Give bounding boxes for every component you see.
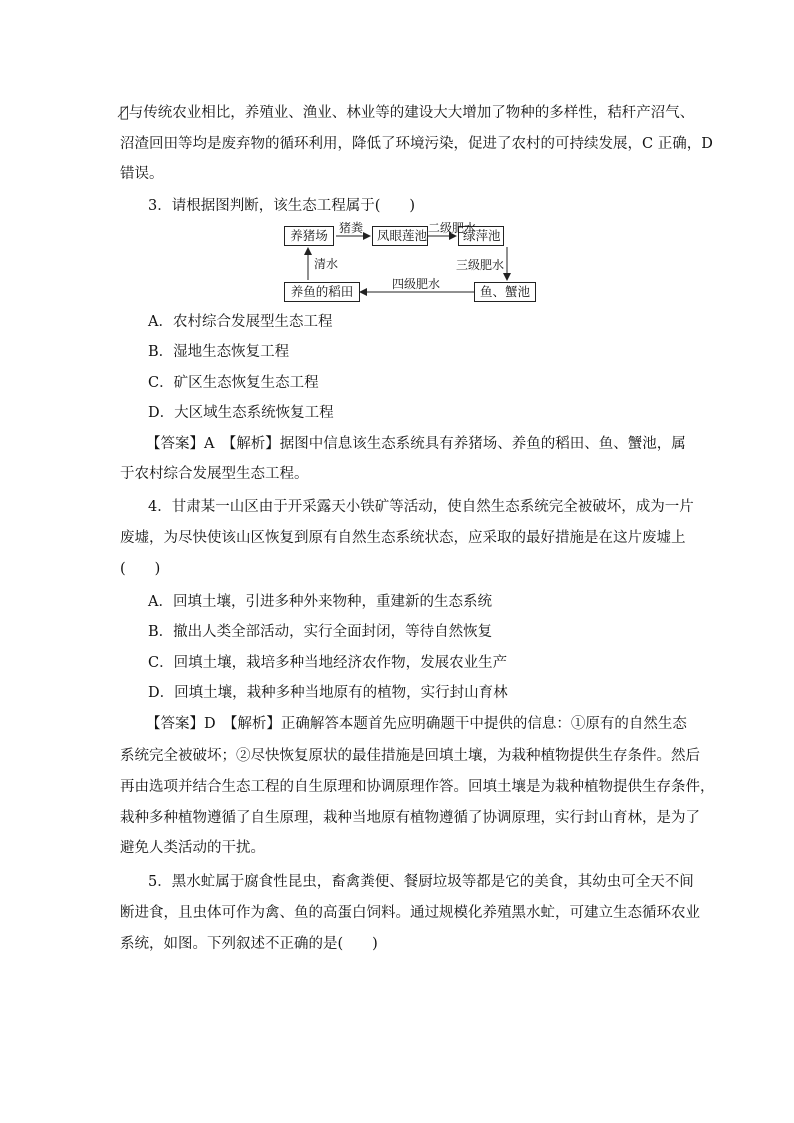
- label-clear-water: 清水: [314, 257, 339, 271]
- question-4-option-a: A．回填土壤，引进多种外来物种，重建新的生态系统: [148, 594, 492, 610]
- question-4-answer: 避免人类活动的干扰。: [120, 840, 265, 856]
- question-3-option-b: B．湿地生态恢复工程: [148, 344, 290, 360]
- question-3-stem: 3．请根据图判断，该生态工程属于( ): [148, 198, 416, 214]
- question-3-answer: 于农村综合发展型生态工程。: [120, 466, 309, 482]
- question-4-stem: ( ): [120, 561, 161, 577]
- question-3-answer: 【答案】A 【解析】据图中信息该生态系统具有养猪场、养鱼的稻田、鱼、蟹池，属: [146, 436, 686, 452]
- question-4-answer: 系统完全被破坏；②尽快恢复原状的最佳措施是回填土壤，为栽种植物提供生存条件。然后: [120, 748, 700, 764]
- body-text-line: 确̸与传统农业相比，养殖业、渔业、林业等的建设大大增加了物种的多样性，秸秆产沼气、: [120, 105, 695, 121]
- question-4-stem: 4．甘肃某一山区由于开采露天小铁矿等活动，使自然生态系统完全被破坏，成为一片: [148, 499, 694, 515]
- question-5-stem: 断进食，且虫体可作为禽、鱼的高蛋白饲料。通过规模化养殖黑水虻，可建立生态循环农业: [120, 905, 700, 921]
- question-4-answer: 栽种多种植物遵循了自生原理，栽种当地原有植物遵循了协调原理，实行封山育林，是为了: [120, 810, 700, 826]
- question-5-stem: 系统，如图。下列叙述不正确的是( ): [120, 936, 378, 952]
- label-level4: 四级肥水: [392, 277, 441, 291]
- label-level2: 二级肥水: [428, 221, 477, 235]
- question-3-option-a: A．农村综合发展型生态工程: [148, 314, 333, 330]
- box-lotus-pond: 凤眼莲池: [372, 226, 428, 246]
- question-3-option-c: C．矿区生态恢复生态工程: [148, 375, 319, 391]
- question-4-option-c: C．回填土壤，栽培多种当地经济农作物，发展农业生产: [148, 655, 508, 671]
- eco-engineering-diagram: [284, 221, 530, 302]
- question-4-stem: 废墟，为尽快使该山区恢复到原有自然生态系统状态，应采取的最好措施是在这片废墟上: [120, 530, 686, 546]
- box-fish-crab-pond: 鱼、蟹池: [474, 282, 536, 302]
- label-manure: 猪粪: [339, 221, 364, 235]
- label-level3: 三级肥水: [456, 258, 505, 272]
- body-text-line: 沼渣回田等均是废弃物的循环利用，降低了环境污染，促进了农村的可持续发展，C 正确，D: [120, 136, 713, 152]
- question-4-option-b: B．撤出人类全部活动，实行全面封闭，等待自然恢复: [148, 624, 493, 640]
- box-rice-field: 养鱼的稻田: [284, 282, 360, 302]
- question-4-option-d: D．回填土壤，栽种多种当地原有的植物，实行封山育林: [148, 685, 508, 701]
- question-3-option-d: D．大区域生态系统恢复工程: [148, 405, 334, 421]
- question-4-answer: 再由选项并结合生态工程的自生原理和协调原理作答。回填土壤是为栽种植物提供生存条件，: [120, 779, 715, 795]
- body-text-line: 错误。: [120, 166, 164, 182]
- box-pig-farm: 养猪场: [284, 226, 334, 246]
- question-4-answer: 【答案】D 【解析】正确解答本题首先应明确题干中提供的信息：①原有的自然生态: [146, 716, 687, 732]
- question-5-stem: 5．黑水虻属于腐食性昆虫，畜禽粪便、餐厨垃圾等都是它的美食，其幼虫可全天不间: [148, 874, 694, 890]
- box-duckweed-pond: 绿萍池: [458, 226, 504, 246]
